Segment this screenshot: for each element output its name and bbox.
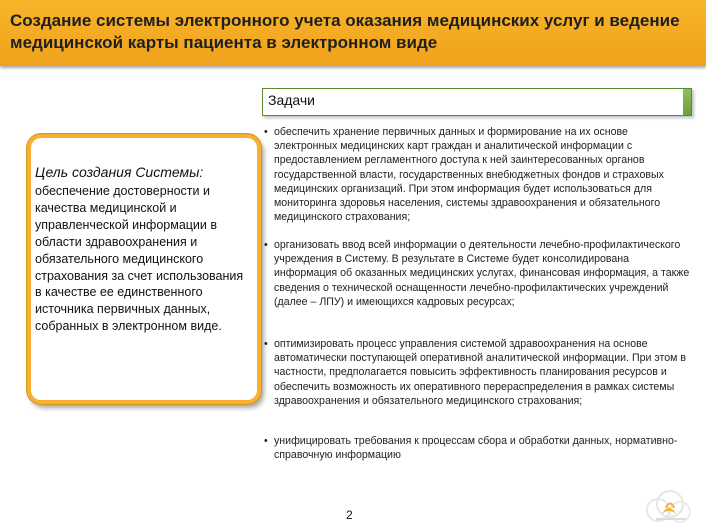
tasks-header-fill	[263, 89, 683, 115]
bullet-icon: •	[264, 338, 268, 350]
task-item	[262, 238, 692, 309]
bullet-icon: •	[264, 435, 268, 447]
task-text: оптимизировать процесс управления системой здравоохранения на основе автоматически поступающей оперативной аналитической информации. При этом в частности, предполагается повысить эффективность планирования ресурсов и обеспечить возможность их оперативного перераспределения в рамках системы здравоохранения и обязательного медицинского страхования;	[274, 338, 686, 407]
page-number: 2	[346, 508, 353, 522]
goal-heading: Цель создания Системы:	[35, 164, 204, 180]
task-text: унифицировать требования к процессам сбора и обработки данных, нормативно-справочную информацию	[274, 435, 678, 462]
slide-title: Создание системы электронного учета оказания медицинских услуг и ведение медицинской карты пациента в электронном виде	[10, 11, 680, 52]
tasks-label: Задачи	[268, 92, 316, 108]
bullet-icon: •	[264, 126, 268, 138]
tasks-header-bar	[262, 88, 692, 116]
logo-icon	[642, 484, 694, 524]
task-item	[262, 337, 692, 408]
task-item	[262, 125, 692, 224]
task-item	[262, 434, 692, 462]
bullet-icon: •	[264, 239, 268, 251]
task-text: организовать ввод всей информации о деятельности лечебно-профилактического учреждения в Систему. В результате в Системе будет консолидирована информация об оказанных медицинских услугах, финансовая информация, а также сведения о технической оснащенности лечебно-профилактических учреждений (далее – ЛПУ) и имеющихся кадровых ресурсах;	[274, 239, 690, 308]
title-banner	[0, 0, 706, 66]
goal-text: обеспечение достоверности и качества медицинской и управленческой информации в области здравоохранения и обязательного медицинского страхования за счет использования в качестве ее единственного источника первичных данных, собранных в электронном виде.	[35, 184, 244, 334]
task-text: обеспечить хранение первичных данных и формирование на их основе электронных медицинских карт граждан и аналитической информации с предоставлением регламентного доступа к ней заинтересованных органов государственной власти, государственных внебюджетных фондов и страховых медицинских организаций. При этом информация будет использоваться для мониторинга здоровья населения, системы здравоохранения и обязательного медицинского страхования;	[274, 126, 664, 224]
